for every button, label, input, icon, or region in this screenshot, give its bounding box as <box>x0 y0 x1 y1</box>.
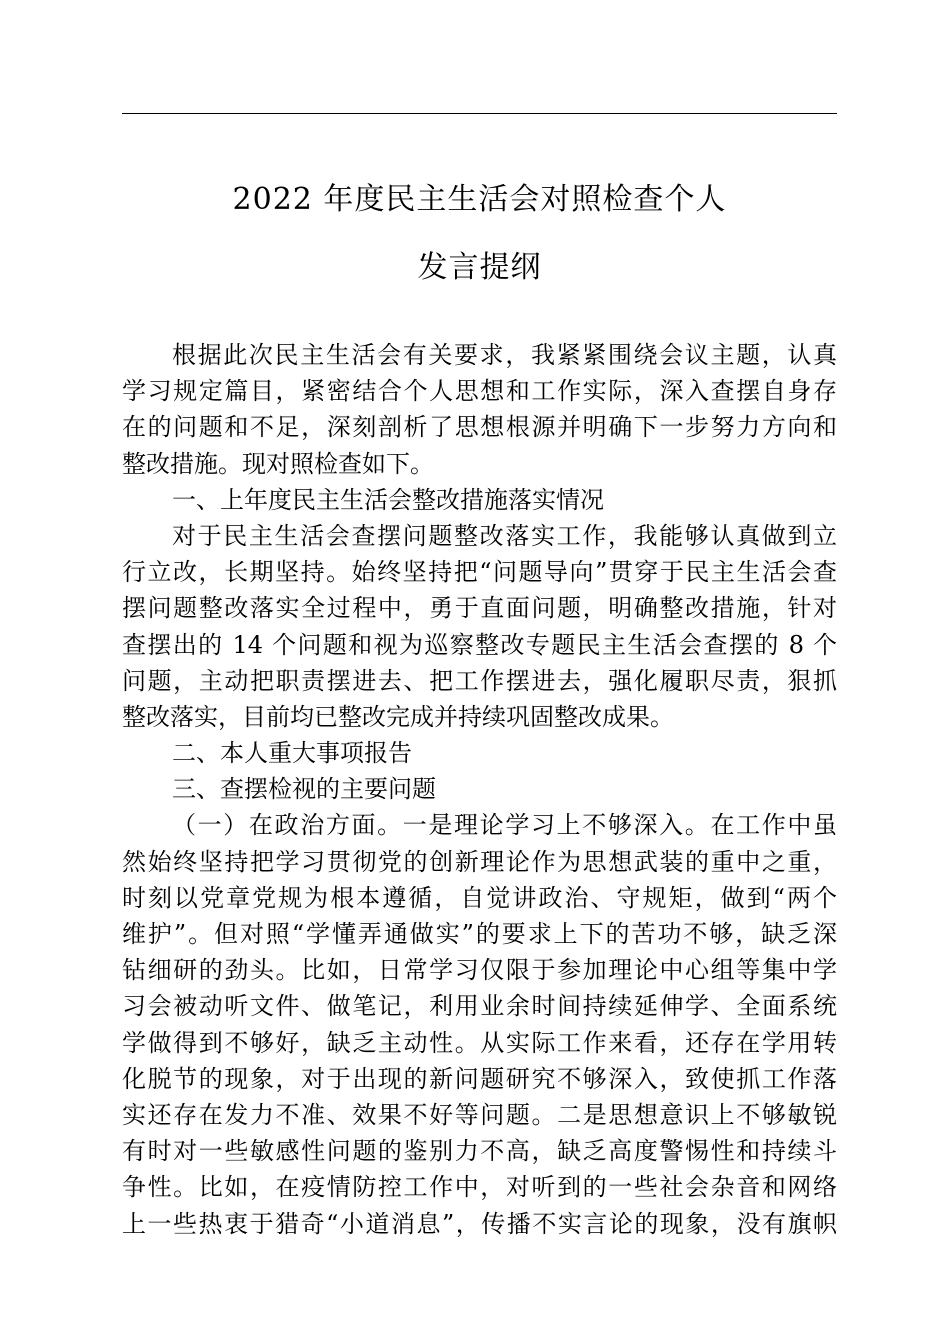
text-line: 问题，主动把职责摆进去、把工作摆进去，强化履职尽责，狠抓 <box>122 666 837 695</box>
text-line: 时刻以党章党规为根本遵循，自觉讲政治、守规矩，做到“两个 <box>122 883 837 912</box>
text-line: 化脱节的现象，对于出现的新问题研究不够深入，致使抓工作落 <box>122 1064 837 1093</box>
text-line: 学做得到不够好，缺乏主动性。从实际工作来看，还存在学用转 <box>122 1028 837 1057</box>
text-line: 根据此次民主生活会有关要求，我紧紧围绕会议主题，认真 <box>172 341 837 369</box>
text-line: 摆问题整改落实全过程中，勇于直面问题，明确整改措施，针对 <box>122 594 837 623</box>
text-line: 习会被动听文件、做笔记，利用业余时间持续延伸学、全面系统 <box>122 992 837 1021</box>
text-line: 上一些热衷于猎奇“小道消息”，传播不实言论的现象，没有旗帜 <box>122 1209 837 1238</box>
text-line: 对于民主生活会查摆问题整改落实工作，我能够认真做到立 <box>172 521 837 550</box>
text-line: 学习规定篇目，紧密结合个人思想和工作实际，深入查摆自身存 <box>122 377 837 406</box>
text-line: 查摆出的 14 个问题和视为巡察整改专题民主生活会查摆的 8 个 <box>122 630 837 659</box>
text-line: 整改措施。现对照检查如下。 <box>122 449 434 478</box>
document-body <box>122 337 837 1242</box>
text-line: 整改落实，目前均已整改完成并持续巩固整改成果。 <box>122 702 674 731</box>
text-line: 维护”。但对照“学懂弄通做实”的要求上下的苦功不够，缺乏深 <box>122 920 837 948</box>
text-line: 行立改，长期坚持。始终坚持把“问题导向”贯穿于民主生活会查 <box>122 558 837 587</box>
text-line: （一）在政治方面。一是理论学习上不够深入。在工作中虽 <box>172 811 837 840</box>
section-heading-2: 二、本人重大事项报告 <box>172 739 412 768</box>
text-line: 钻细研的劲头。比如，日常学习仅限于参加理论中心组等集中学 <box>122 956 837 985</box>
text-line: 争性。比如，在疫情防控工作中，对听到的一些社会杂音和网络 <box>122 1173 837 1202</box>
document-title-line-1: 2022 年度民主生活会对照检查个人 <box>232 182 727 217</box>
section-heading-1: 一、上年度民主生活会整改措施落实情况 <box>172 485 604 514</box>
header-rule <box>122 113 837 114</box>
section-heading-3: 三、查摆检视的主要问题 <box>172 775 436 804</box>
text-line: 在的问题和不足，深刻剖析了思想根源并明确下一步努力方向和 <box>122 413 837 442</box>
text-line: 实还存在发力不准、效果不好等问题。二是思想意识上不够敏锐 <box>122 1100 837 1129</box>
text-line: 有时对一些敏感性问题的鉴别力不高，缺乏高度警惕性和持续斗 <box>122 1137 837 1166</box>
document-title-line-2: 发言提纲 <box>417 250 542 285</box>
text-line: 然始终坚持把学习贯彻党的创新理论作为思想武装的重中之重， <box>122 847 837 876</box>
